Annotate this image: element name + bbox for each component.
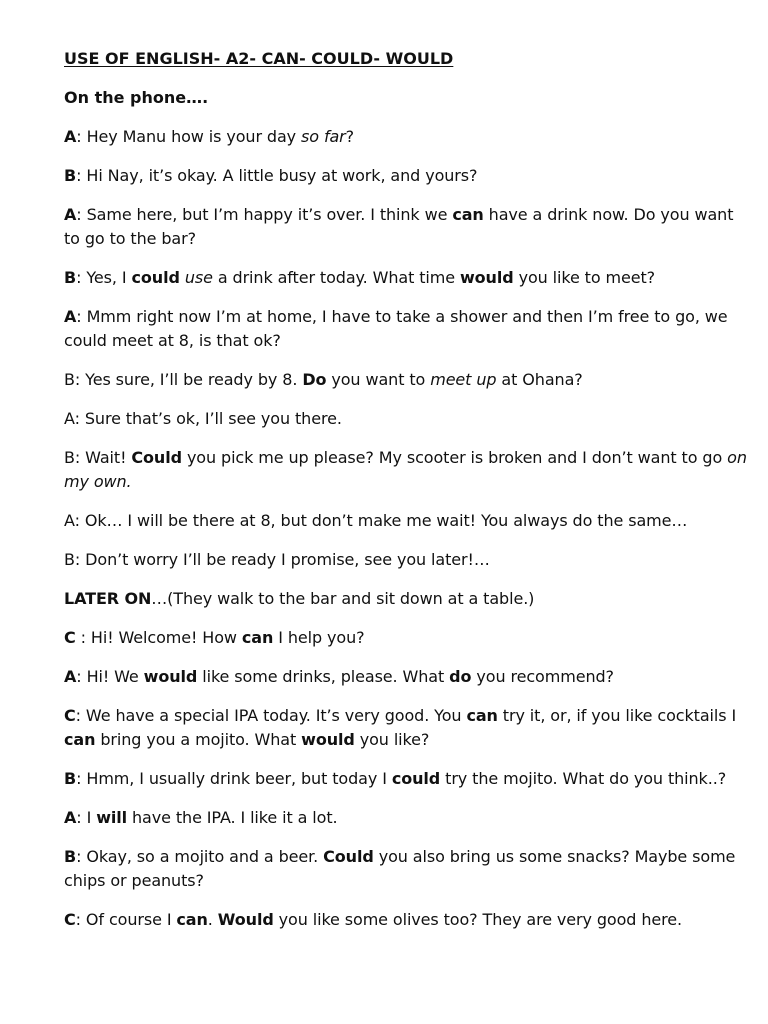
bold-text: could	[131, 268, 180, 287]
text-run: : Okay, so a mojito and a beer.	[76, 847, 324, 866]
dialogue-line	[64, 305, 754, 353]
bold-text: A	[64, 808, 77, 827]
italic-text: meet up	[430, 370, 497, 389]
text-run: : Hi Nay, it’s okay. A little busy at work, and yours?	[76, 166, 478, 185]
dialogue-line	[64, 446, 754, 494]
bold-text: would	[301, 730, 355, 749]
bold-text: will	[96, 808, 128, 827]
bold-text: Could	[131, 448, 182, 467]
dialogue-line	[64, 368, 754, 392]
text-run: B: Wait!	[64, 448, 132, 467]
text-run: : Hey Manu how is your day	[76, 127, 302, 146]
text-run: you want to	[326, 370, 431, 389]
dialogue-line	[64, 626, 754, 650]
dialogue-line	[64, 164, 754, 188]
text-run: you recommend?	[471, 667, 614, 686]
document-title: USE OF ENGLISH- A2- CAN- COULD- WOULD	[64, 49, 454, 68]
text-run: …(They walk to the bar and sit down at a table.)	[151, 589, 535, 608]
text-run: : Hi! We	[76, 667, 144, 686]
text-run: A: Ok… I will be there at 8, but don’t make me wait! You always do the same…	[64, 511, 688, 530]
text-run: a drink after today. What time	[212, 268, 460, 287]
text-run: ?	[345, 127, 355, 146]
bold-text: B	[64, 268, 77, 287]
dialogue-line	[64, 767, 754, 791]
dialogue-line	[64, 266, 754, 290]
bold-text: A	[64, 205, 77, 224]
text-run: you like some olives too? They are very good here.	[273, 910, 682, 929]
text-run: A: Sure that’s ok, I’ll see you there.	[64, 409, 342, 428]
text-run: : Hi! Welcome! How	[75, 628, 242, 647]
dialogue-line	[64, 203, 754, 251]
text-run: : Same here, but I’m happy it’s over. I think we	[76, 205, 453, 224]
bold-text: C	[64, 628, 76, 647]
text-run: : Of course I	[75, 910, 177, 929]
italic-text: on my own.	[64, 448, 747, 491]
bold-text: A	[64, 667, 77, 686]
bold-text: Do	[302, 370, 327, 389]
bold-text: can	[176, 910, 208, 929]
text-run: : Hmm, I usually drink beer, but today I	[76, 769, 392, 788]
dialogue-line	[64, 704, 754, 752]
text-run: : Mmm right now I’m at home, I have to take a shower and then I’m free to go, we could meet at 8, is that ok?	[64, 307, 728, 350]
text-run: have the IPA. I like it a lot.	[127, 808, 338, 827]
bold-text: do	[449, 667, 472, 686]
bold-text: A	[64, 307, 77, 326]
italic-text: so far	[301, 127, 346, 146]
dialogue-line	[64, 665, 754, 689]
text-run: you also bring us some snacks? Maybe some chips or peanuts?	[64, 847, 736, 890]
bold-text: A	[64, 127, 77, 146]
dialogue-line	[64, 548, 754, 572]
bold-text: C	[64, 706, 76, 725]
dialogue-line	[64, 806, 754, 830]
text-run: B: Yes sure, I’ll be ready by 8.	[64, 370, 303, 389]
text-run: .	[207, 910, 218, 929]
document-subtitle: On the phone….	[64, 88, 209, 107]
bold-text: Would	[217, 910, 274, 929]
dialogue-line	[64, 509, 754, 533]
text-run: try the mojito. What do you think..?	[440, 769, 727, 788]
bold-text: can	[466, 706, 498, 725]
dialogue-line	[64, 587, 754, 611]
text-run: have a drink now. Do you want to go to the bar?	[64, 205, 734, 248]
document-page	[64, 47, 754, 947]
bold-text: could	[391, 769, 441, 788]
text-run: : I	[76, 808, 97, 827]
bold-text: C	[64, 910, 76, 929]
dialogue-line	[64, 845, 754, 893]
text-run: you like to meet?	[513, 268, 656, 287]
text-run: I help you?	[273, 628, 365, 647]
bold-text: B	[64, 769, 77, 788]
bold-text: Could	[323, 847, 374, 866]
text-run: at Ohana?	[496, 370, 583, 389]
dialogue-line	[64, 407, 754, 431]
text-run: : Yes, I	[76, 268, 132, 287]
text-run: you pick me up please? My scooter is broken and I don’t want to go	[181, 448, 728, 467]
bold-text: would	[459, 268, 514, 287]
text-run: bring you a mojito. What	[95, 730, 302, 749]
bold-text: can	[64, 730, 96, 749]
italic-text: use	[184, 268, 213, 287]
text-run: you like?	[354, 730, 430, 749]
bold-text: can	[241, 628, 274, 647]
dialogue-line	[64, 125, 754, 149]
text-run: : We have a special IPA today. It’s very good. You	[75, 706, 467, 725]
dialogue-body	[64, 125, 754, 932]
bold-text: can	[452, 205, 484, 224]
dialogue-line	[64, 908, 754, 932]
text-run: B: Don’t worry I’ll be ready I promise, see you later!…	[64, 550, 490, 569]
bold-text: LATER ON	[64, 589, 152, 608]
bold-text: would	[143, 667, 198, 686]
text-run: like some drinks, please. What	[197, 667, 450, 686]
text-run: try it, or, if you like cocktails I	[497, 706, 737, 725]
bold-text: B	[64, 847, 77, 866]
bold-text: B	[64, 166, 77, 185]
